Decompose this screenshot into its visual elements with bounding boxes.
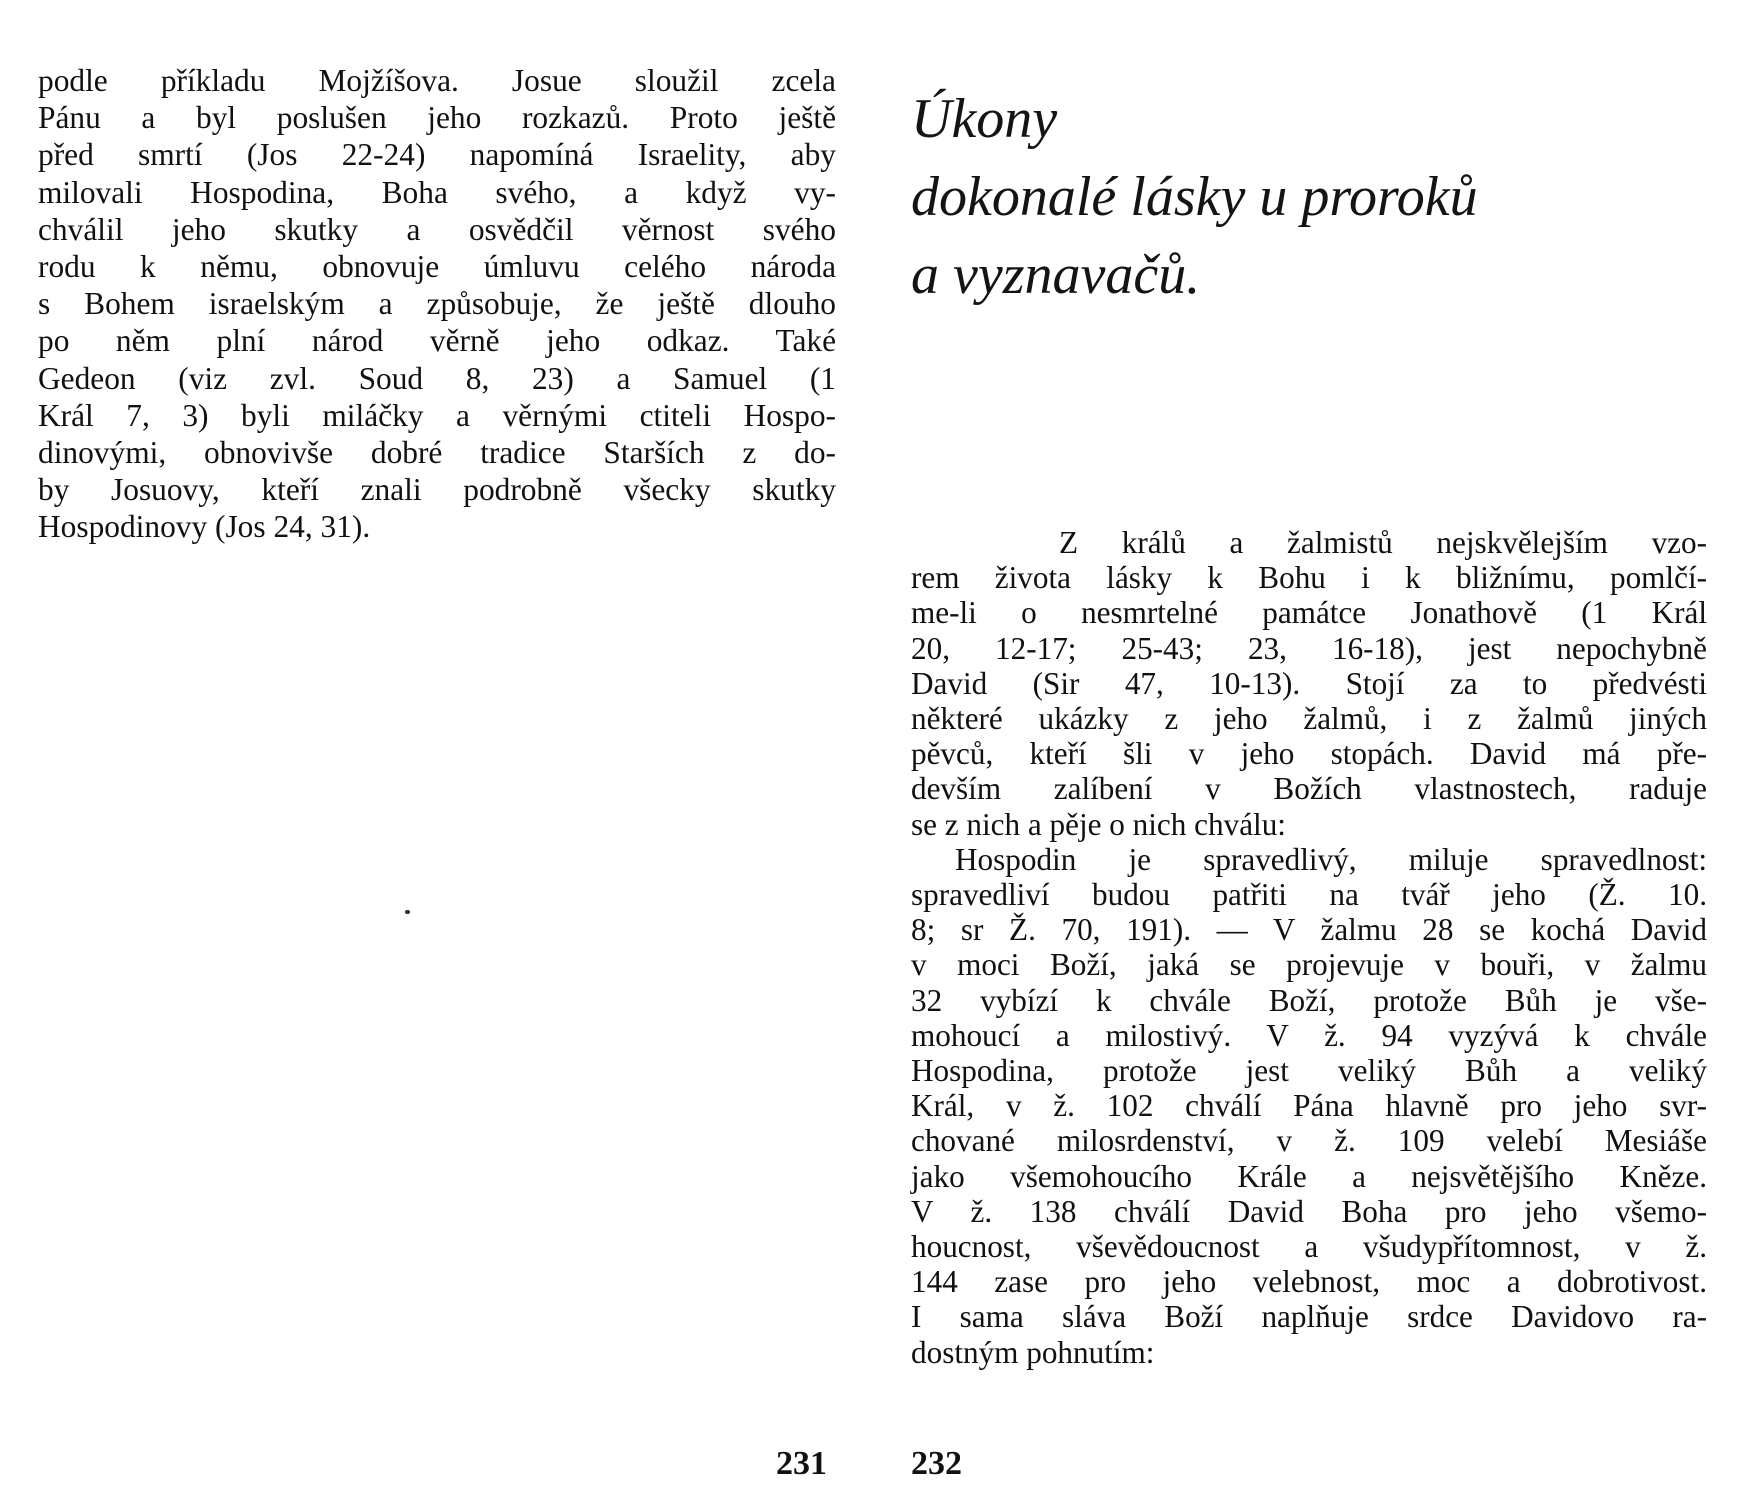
text-line: by Josuovy, kteří znali podrobně všecky skutky (38, 472, 836, 508)
right-page-body-text (911, 525, 1707, 1370)
text-line: 144 zase pro jeho velebnost, moc a dobrotivost. (911, 1264, 1707, 1300)
text-line: dinovými, obnovivše dobré tradice Starších z do- (38, 435, 836, 471)
text-line: David (Sir 47, 10-13). Stojí za to předvésti (911, 665, 1707, 701)
text-line: me-li o nesmrtelné památce Jonathově (1 Král (911, 595, 1707, 631)
text-line: chválil jeho skutky a osvědčil věrnost svého (38, 211, 836, 247)
text-line: Hospodin je spravedlivý, miluje spravedlnost: (955, 841, 1707, 877)
text-line: Hospodinovy (Jos 24, 31). (38, 509, 371, 545)
text-line: V ž. 138 chválí David Boha pro jeho všemo- (911, 1193, 1707, 1229)
text-line: Pánu a byl poslušen jeho rozkazů. Proto ještě (38, 100, 836, 136)
text-line: některé ukázky z jeho žalmů, i z žalmů jiných (911, 701, 1707, 737)
text-line: spravedliví budou patřiti na tvář jeho (Ž. 10. (911, 877, 1707, 913)
text-line: dostným pohnutím: (911, 1334, 1155, 1370)
text-line: před smrtí (Jos 22-24) napomíná Israelity, aby (38, 137, 836, 173)
text-line: podle příkladu Mojžíšova. Josue sloužil zcela (38, 63, 836, 98)
text-line: chované milosrdenství, v ž. 109 velebí Mesiáše (911, 1123, 1707, 1159)
text-line: po něm plní národ věrně jeho odkaz. Také (38, 323, 836, 359)
text-line: mohoucí a milostivý. V ž. 94 vyzývá k chvále (911, 1017, 1707, 1053)
text-line: Hospodina, protože jest veliký Bůh a veliký (911, 1053, 1707, 1089)
text-line: I sama sláva Boží naplňuje srdce Davidovo ra- (911, 1299, 1707, 1335)
text-line: Gedeon (viz zvl. Soud 8, 23) a Samuel (1 (38, 360, 836, 396)
text-line: Z králů a žalmistů nejskvělejším vzo- (1059, 525, 1707, 560)
text-line: 8; sr Ž. 70, 191). — V žalmu 28 se kochá David (911, 912, 1707, 948)
text-line: houcnost, vševědoucnost a všudypřítomnost, v ž. (911, 1229, 1707, 1265)
text-line: Král, v ž. 102 chválí Pána hlavně pro jeho svr- (911, 1088, 1707, 1124)
chapter-title-line: Úkony (911, 88, 1058, 150)
text-line: 20, 12-17; 25-43; 23, 16-18), jest nepochybně (911, 630, 1707, 666)
text-line: jako všemohoucího Krále a nejsvětějšího Kněze. (911, 1158, 1707, 1194)
chapter-title (911, 80, 1691, 314)
text-line: se z nich a pěje o nich chválu: (911, 806, 1286, 842)
text-line: s Bohem israelským a způsobuje, že ještě dlouho (38, 286, 836, 322)
text-line: devším zalíbení v Božích vlastnostech, raduje (911, 771, 1707, 807)
text-line: 32 vybízí k chvále Boží, protože Bůh je vše- (911, 982, 1707, 1018)
chapter-title-line: dokonalé lásky u proroků (911, 166, 1478, 228)
print-speck (405, 910, 410, 914)
chapter-title-line: a vyznavačů. (911, 244, 1201, 306)
text-line: rodu k němu, obnovuje úmluvu celého národa (38, 249, 836, 285)
right-page (871, 0, 1742, 1500)
left-page-body-text (38, 62, 836, 546)
text-line: v moci Boží, jaká se projevuje v bouři, v žalmu (911, 947, 1707, 983)
text-line: pěvců, kteří šli v jeho stopách. David má pře- (911, 736, 1707, 772)
text-line: rem života lásky k Bohu i k bližnímu, pomlčí- (911, 560, 1707, 596)
text-line: Král 7, 3) byli miláčky a věrnými ctiteli Hospo- (38, 397, 836, 433)
left-page-number: 231 (776, 1445, 827, 1482)
right-page-number: 232 (911, 1445, 962, 1482)
text-line: milovali Hospodina, Boha svého, a když vy- (38, 174, 836, 210)
